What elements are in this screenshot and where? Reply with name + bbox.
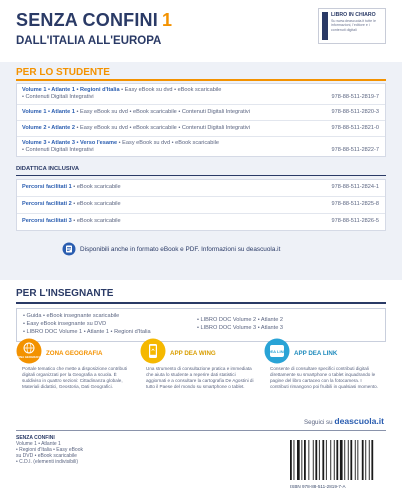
follow-us bbox=[304, 416, 384, 426]
barcode-bar bbox=[304, 440, 306, 480]
barcode-bar bbox=[334, 440, 335, 480]
teacher-list-left bbox=[23, 313, 151, 336]
barcode-bar bbox=[319, 440, 320, 480]
volume-row-2-isbn: 978-88-511-2820-3 bbox=[331, 109, 379, 115]
percorsi-box bbox=[16, 179, 386, 231]
barcode-bar bbox=[371, 440, 373, 480]
libro-in-chiaro-logo-icon bbox=[322, 12, 328, 40]
feature-title: APP DEA LINK bbox=[294, 350, 338, 357]
didattica-heading: DIDATTICA INCLUSIVA bbox=[16, 166, 80, 172]
volume-row-1-title: Volume 1 • Atlante 1 • Regioni d'Italia bbox=[22, 87, 120, 93]
barcode-bar bbox=[336, 440, 338, 480]
teacher-materials-box bbox=[16, 308, 386, 342]
volume-row-1-isbn: 978-88-511-2819-7 bbox=[331, 94, 379, 100]
dea-link-icon-label: DEA LINK bbox=[267, 349, 287, 354]
percorso-row-3-isbn: 978-88-511-2826-5 bbox=[331, 218, 379, 224]
percorso-row-2 bbox=[17, 201, 385, 207]
barcode-bar bbox=[362, 440, 364, 480]
barcode-bar bbox=[294, 440, 295, 480]
barcode-bar bbox=[365, 440, 366, 480]
row-divider bbox=[17, 104, 385, 105]
barcode-isbn: ISBN 978-88-511-2819-7-A bbox=[290, 484, 346, 489]
percorso-row-3 bbox=[17, 218, 385, 224]
volume-row-3 bbox=[17, 125, 385, 131]
feature-title: ZONA GEOGRAFIA bbox=[46, 350, 103, 357]
volume-row-4-desc2: • Contenuti Digitali Integrativi bbox=[22, 147, 94, 153]
teacher-heading: PER L'INSEGNANTE bbox=[16, 288, 114, 299]
teacher-item: • LIBRO DOC Volume 1 • Atlante 1 • Regioni d'Italia bbox=[23, 328, 151, 335]
row-divider bbox=[17, 213, 385, 214]
book-volume-number: 1 bbox=[161, 10, 173, 30]
volume-row-4 bbox=[17, 140, 385, 153]
barcode-bar bbox=[315, 440, 317, 480]
zona-geografia-icon-label: ZONA GEOGRAFIA bbox=[16, 355, 42, 359]
volume-row-1 bbox=[17, 87, 385, 100]
bottom-divider bbox=[16, 430, 386, 431]
barcode-bar bbox=[290, 440, 292, 480]
feature-text: Portale tematico che mette a disposizione contributi digitali organizzati per la Geografia a scuola. È suddiviso in quattro sezioni: Cittadinanza globale, Materiali didattici, Geostoria, Dati Geografici. bbox=[22, 366, 127, 389]
volume-row-2-desc: • Easy eBook su dvd • eBook scaricabile • Contenuti Digitali Integrativi bbox=[74, 109, 250, 115]
feature-text: Consente di consultare specifici contributi digitali direttamente su smartphone o tablet inquadrando le pagine del libro cartaceo con la fotocamera. I contributi rimangono poi fruibili in qualsiasi momento. bbox=[270, 366, 379, 389]
teacher-item: • LIBRO DOC Volume 2 • Atlante 2 bbox=[197, 317, 283, 323]
barcode-bar bbox=[369, 440, 370, 480]
row-divider bbox=[17, 120, 385, 121]
ebook-icon bbox=[62, 242, 76, 256]
percorso-row-3-title: Percorsi facilitati 3 bbox=[22, 218, 72, 224]
barcode-bar bbox=[297, 440, 300, 480]
feature-app-dea-wing bbox=[140, 338, 255, 400]
volume-row-2-title: Volume 1 • Atlante 1 bbox=[22, 109, 75, 115]
dea-link-app-icon bbox=[264, 338, 290, 364]
percorso-row-1-desc: • eBook scaricabile bbox=[71, 184, 121, 190]
colophon-title: SENZA CONFINI bbox=[16, 435, 55, 441]
didattica-rule bbox=[16, 175, 386, 176]
feature-title: APP DEA WING bbox=[170, 350, 216, 357]
book-title bbox=[16, 10, 172, 31]
percorso-row-3-desc: • eBook scaricabile bbox=[71, 218, 121, 224]
volume-row-2 bbox=[17, 109, 385, 115]
colophon bbox=[16, 436, 83, 466]
volume-row-4-isbn: 978-88-511-2822-7 bbox=[331, 147, 379, 153]
dea-wing-app-icon bbox=[140, 338, 166, 364]
teacher-list-right bbox=[197, 317, 283, 333]
follow-us-site-link[interactable]: deascuola.it bbox=[334, 416, 384, 426]
feature-text: Una strumento di consultazione pratica e immediata che aiuta lo studente a reperire dati statistici aggiornati e a consultare la cartografia De Agostini di tutto il Paese del mondo su smartphone o tablet. bbox=[146, 366, 254, 389]
colophon-line: • Regioni d'Italia • Easy eBook bbox=[16, 446, 83, 453]
feature-app-dea-link bbox=[264, 338, 379, 400]
row-divider bbox=[17, 196, 385, 197]
feature-zona-geografia bbox=[16, 338, 131, 400]
stamp-text: Su www.deascuola.it tutte le informazioni, l'editore e i contenuti digitali bbox=[331, 19, 376, 32]
barcode-bar bbox=[322, 440, 324, 480]
libro-in-chiaro-stamp bbox=[318, 8, 386, 44]
book-subtitle: DALL'ITALIA ALL'EUROPA bbox=[16, 35, 162, 47]
barcode-bar bbox=[357, 440, 358, 480]
colophon-line: • C.D.I. (elementi indivisibili) bbox=[16, 458, 79, 465]
barcode-bar bbox=[330, 440, 331, 480]
volume-row-4-title: Volume 3 • Atlante 3 • Verso l'esame bbox=[22, 140, 118, 146]
percorso-row-2-desc: • eBook scaricabile bbox=[71, 201, 121, 207]
barcode-bar bbox=[355, 440, 356, 480]
row-divider bbox=[17, 136, 385, 137]
volume-row-1-desc2: • Contenuti Digitali Integrativi bbox=[22, 94, 94, 100]
barcode-bar bbox=[350, 440, 352, 480]
volume-row-4-desc: • Easy eBook su dvd • eBook scaricabile bbox=[117, 140, 219, 146]
percorso-row-1-isbn: 978-88-511-2824-1 bbox=[331, 184, 379, 190]
barcode-bar bbox=[344, 440, 345, 480]
book-title-text: SENZA CONFINI bbox=[16, 10, 158, 30]
globe-icon bbox=[16, 338, 42, 364]
student-heading-rule bbox=[16, 79, 386, 81]
barcode-bar bbox=[301, 440, 302, 480]
barcode-bar bbox=[326, 440, 327, 480]
teacher-heading-rule bbox=[16, 302, 386, 304]
student-heading: PER LO STUDENTE bbox=[16, 67, 110, 78]
barcode-bar bbox=[308, 440, 309, 480]
percorso-row-1 bbox=[17, 184, 385, 190]
barcode-bar bbox=[348, 440, 349, 480]
volume-row-3-isbn: 978-88-511-2821-0 bbox=[331, 125, 379, 131]
volume-row-3-desc: • Easy eBook su dvd • eBook scaricabile • Contenuti Digitali Integrativi bbox=[74, 125, 250, 131]
percorso-row-2-title: Percorsi facilitati 2 bbox=[22, 201, 72, 207]
percorso-row-1-title: Percorsi facilitati 1 bbox=[22, 184, 72, 190]
availability-note: Disponibili anche in formato eBook e PDF. Informazioni su deascuola.it bbox=[80, 246, 281, 253]
colophon-line: Volume 1 • Atlante 1 bbox=[16, 440, 61, 447]
barcode-bar bbox=[313, 440, 314, 480]
volume-row-1-desc: • Easy eBook su dvd • eBook scaricabile bbox=[119, 87, 222, 93]
volume-row-3-title: Volume 2 • Atlante 2 bbox=[22, 125, 75, 131]
barcode-bar bbox=[340, 440, 343, 480]
teacher-item: • LIBRO DOC Volume 3 • Atlante 3 bbox=[197, 324, 283, 331]
volumes-box bbox=[16, 83, 386, 157]
teacher-item: • Guida • eBook insegnante scaricabile bbox=[23, 313, 120, 319]
colophon-line: su DVD • eBook scaricabile bbox=[16, 452, 77, 459]
follow-us-label: Seguici su bbox=[304, 419, 333, 426]
percorso-row-2-isbn: 978-88-511-2825-8 bbox=[331, 201, 379, 207]
teacher-item: • Easy eBook insegnante su DVD bbox=[23, 320, 107, 327]
stamp-title: LIBRO IN CHIARO bbox=[331, 12, 376, 18]
